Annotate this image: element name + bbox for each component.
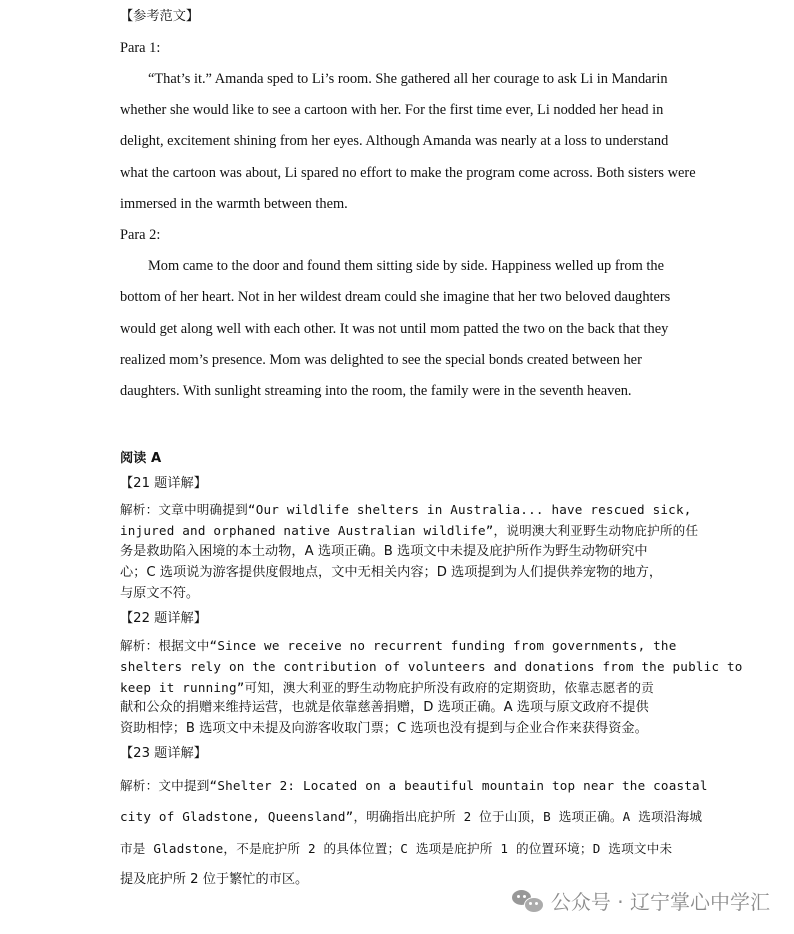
para1-line: what the cartoon was about, Li spared no effort to make the program come across. Both sisters were xyxy=(120,165,696,181)
para2-line: bottom of her heart. Not in her wildest dream could she imagine that her two beloved daughters xyxy=(120,289,671,305)
q23-line: 解析：文中提到“Shelter 2: Located on a beautiful mountain top near the coastal xyxy=(120,778,708,793)
para1-label: Para 1: xyxy=(120,40,161,56)
q23-line: city of Gladstone, Queensland”，明确指出庇护所 2 位于山顶，B 选项正确。A 选项沿海城 xyxy=(120,809,703,824)
q23-line: 提及庇护所 2 位于繁忙的市区。 xyxy=(120,872,309,887)
q22-line: 解析：根据文中“Since we receive no recurrent funding from governments, the xyxy=(120,638,677,653)
para2-label: Para 2: xyxy=(120,227,161,243)
para1-line: immersed in the warmth between them. xyxy=(120,196,348,212)
q21-line: 解析：文章中明确提到“Our wildlife shelters in Australia... have rescued sick, xyxy=(120,502,692,517)
q21-line: 心；C 选项说为游客提供度假地点，文中无相关内容；D 选项提到为人们提供养宠物的地方， xyxy=(120,565,663,580)
para1-line: whether she would like to see a cartoon with her. For the first time ever, Li nodded her head in xyxy=(120,102,664,118)
q21-line: 与原文不符。 xyxy=(120,586,200,601)
watermark xyxy=(512,886,770,915)
para2-line: daughters. With sunlight streaming into the room, the family were in the seventh heaven. xyxy=(120,383,632,399)
q22-line: keep it running”可知，澳大利亚的野生动物庇护所没有政府的定期资助，依靠志愿者的贡 xyxy=(120,680,654,695)
q22-line: 献和公众的捐赠来维持运营，也就是依靠慈善捐赠，D 选项正确。A 选项与原文政府不提供 xyxy=(120,700,649,715)
para2-line: Mom came to the door and found them sitting side by side. Happiness welled up from the xyxy=(148,258,664,274)
watermark-text: 公众号 · 辽宁掌心中学汇 xyxy=(550,890,770,914)
section-heading: 【参考范文】 xyxy=(120,9,200,24)
wechat-icon xyxy=(512,889,543,913)
q21-heading: 【21 题详解】 xyxy=(120,476,207,491)
para1-line: delight, excitement shining from her eyes. Although Amanda was nearly at a loss to understand xyxy=(120,133,669,149)
q23-heading: 【23 题详解】 xyxy=(120,746,207,761)
q21-line: injured and orphaned native Australian wildlife”，说明澳大利亚野生动物庇护所的任 xyxy=(120,523,699,538)
q22-heading: 【22 题详解】 xyxy=(120,611,207,626)
q22-line: 资助相悖；B 选项文中未提及向游客收取门票；C 选项也没有提到与企业合作来获得资金。 xyxy=(120,721,648,736)
para1-line: “That’s it.” Amanda sped to Li’s room. She gathered all her courage to ask Li in Mandarin xyxy=(148,71,668,87)
para2-line: realized mom’s presence. Mom was delighted to see the special bonds created between her xyxy=(120,352,642,368)
q22-line: shelters rely on the contribution of volunteers and donations from the public to xyxy=(120,659,743,674)
para2-line: would get along well with each other. It was not until mom patted the two on the back that they xyxy=(120,321,669,337)
q21-line: 务是救助陷入困境的本土动物，A 选项正确。B 选项文中未提及庇护所作为野生动物研究中 xyxy=(120,544,648,559)
reading-title: 阅读 A xyxy=(120,451,162,466)
q23-line: 市是 Gladstone，不是庇护所 2 的具体位置；C 选项是庇护所 1 的位置环境；D 选项文中未 xyxy=(120,841,673,856)
